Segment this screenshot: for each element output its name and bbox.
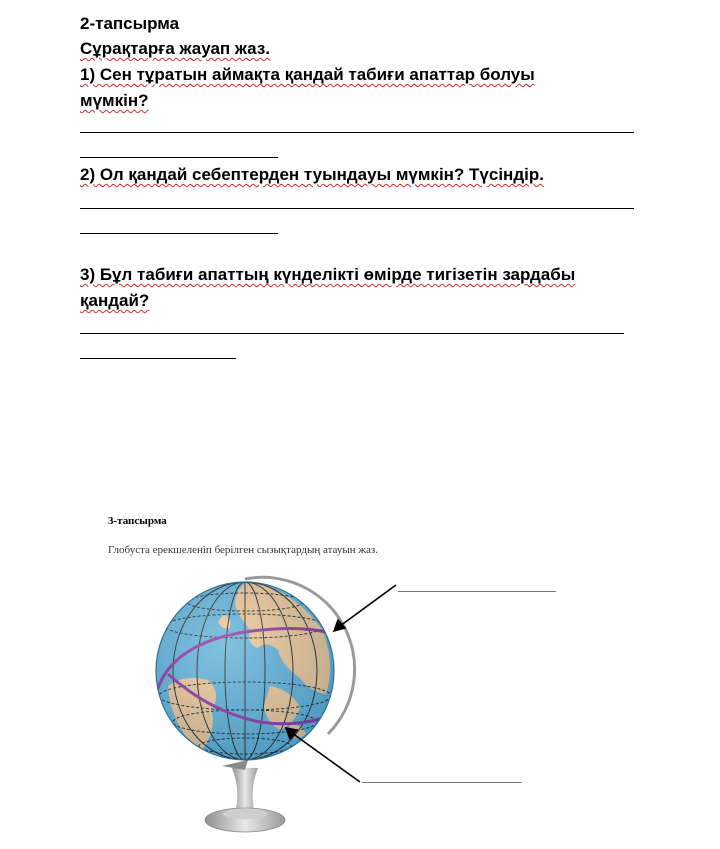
globe-answer-line-1[interactable] xyxy=(398,591,556,592)
question-3-line-2: қандай? xyxy=(80,291,150,310)
question-1-line-1: 1) Сен тұратын аймақта қандай табиғи апаттар болуы xyxy=(80,65,535,84)
answer-3-line-2[interactable] xyxy=(80,358,236,359)
answer-2-line-1[interactable] xyxy=(80,208,634,209)
answer-2-line-2[interactable] xyxy=(80,233,278,234)
task2-instruction: Сұрақтарға жауап жаз. xyxy=(80,39,270,58)
task3-instruction: Глобуста ерекшеленіп берілген сызықтардың атауын жаз. xyxy=(108,544,378,556)
question-3-line-1: 3) Бұл табиғи апаттың күнделікті өмірде тигізетін зардабы xyxy=(80,265,576,284)
globe-sphere xyxy=(156,582,334,760)
task2-title: 2-тапсырма xyxy=(80,14,180,33)
globe-stand xyxy=(205,768,285,832)
answer-1-line-2[interactable] xyxy=(80,157,278,158)
task3-title: 3-тапсырма xyxy=(108,515,167,527)
question-2: 2) Ол қандай себептерден туындауы мүмкін? Түсіндір. xyxy=(80,165,544,184)
question-1-line-2: мүмкін? xyxy=(80,91,149,110)
answer-3-line-1[interactable] xyxy=(80,333,624,334)
answer-1-line-1[interactable] xyxy=(80,132,634,133)
globe-illustration xyxy=(150,574,410,840)
